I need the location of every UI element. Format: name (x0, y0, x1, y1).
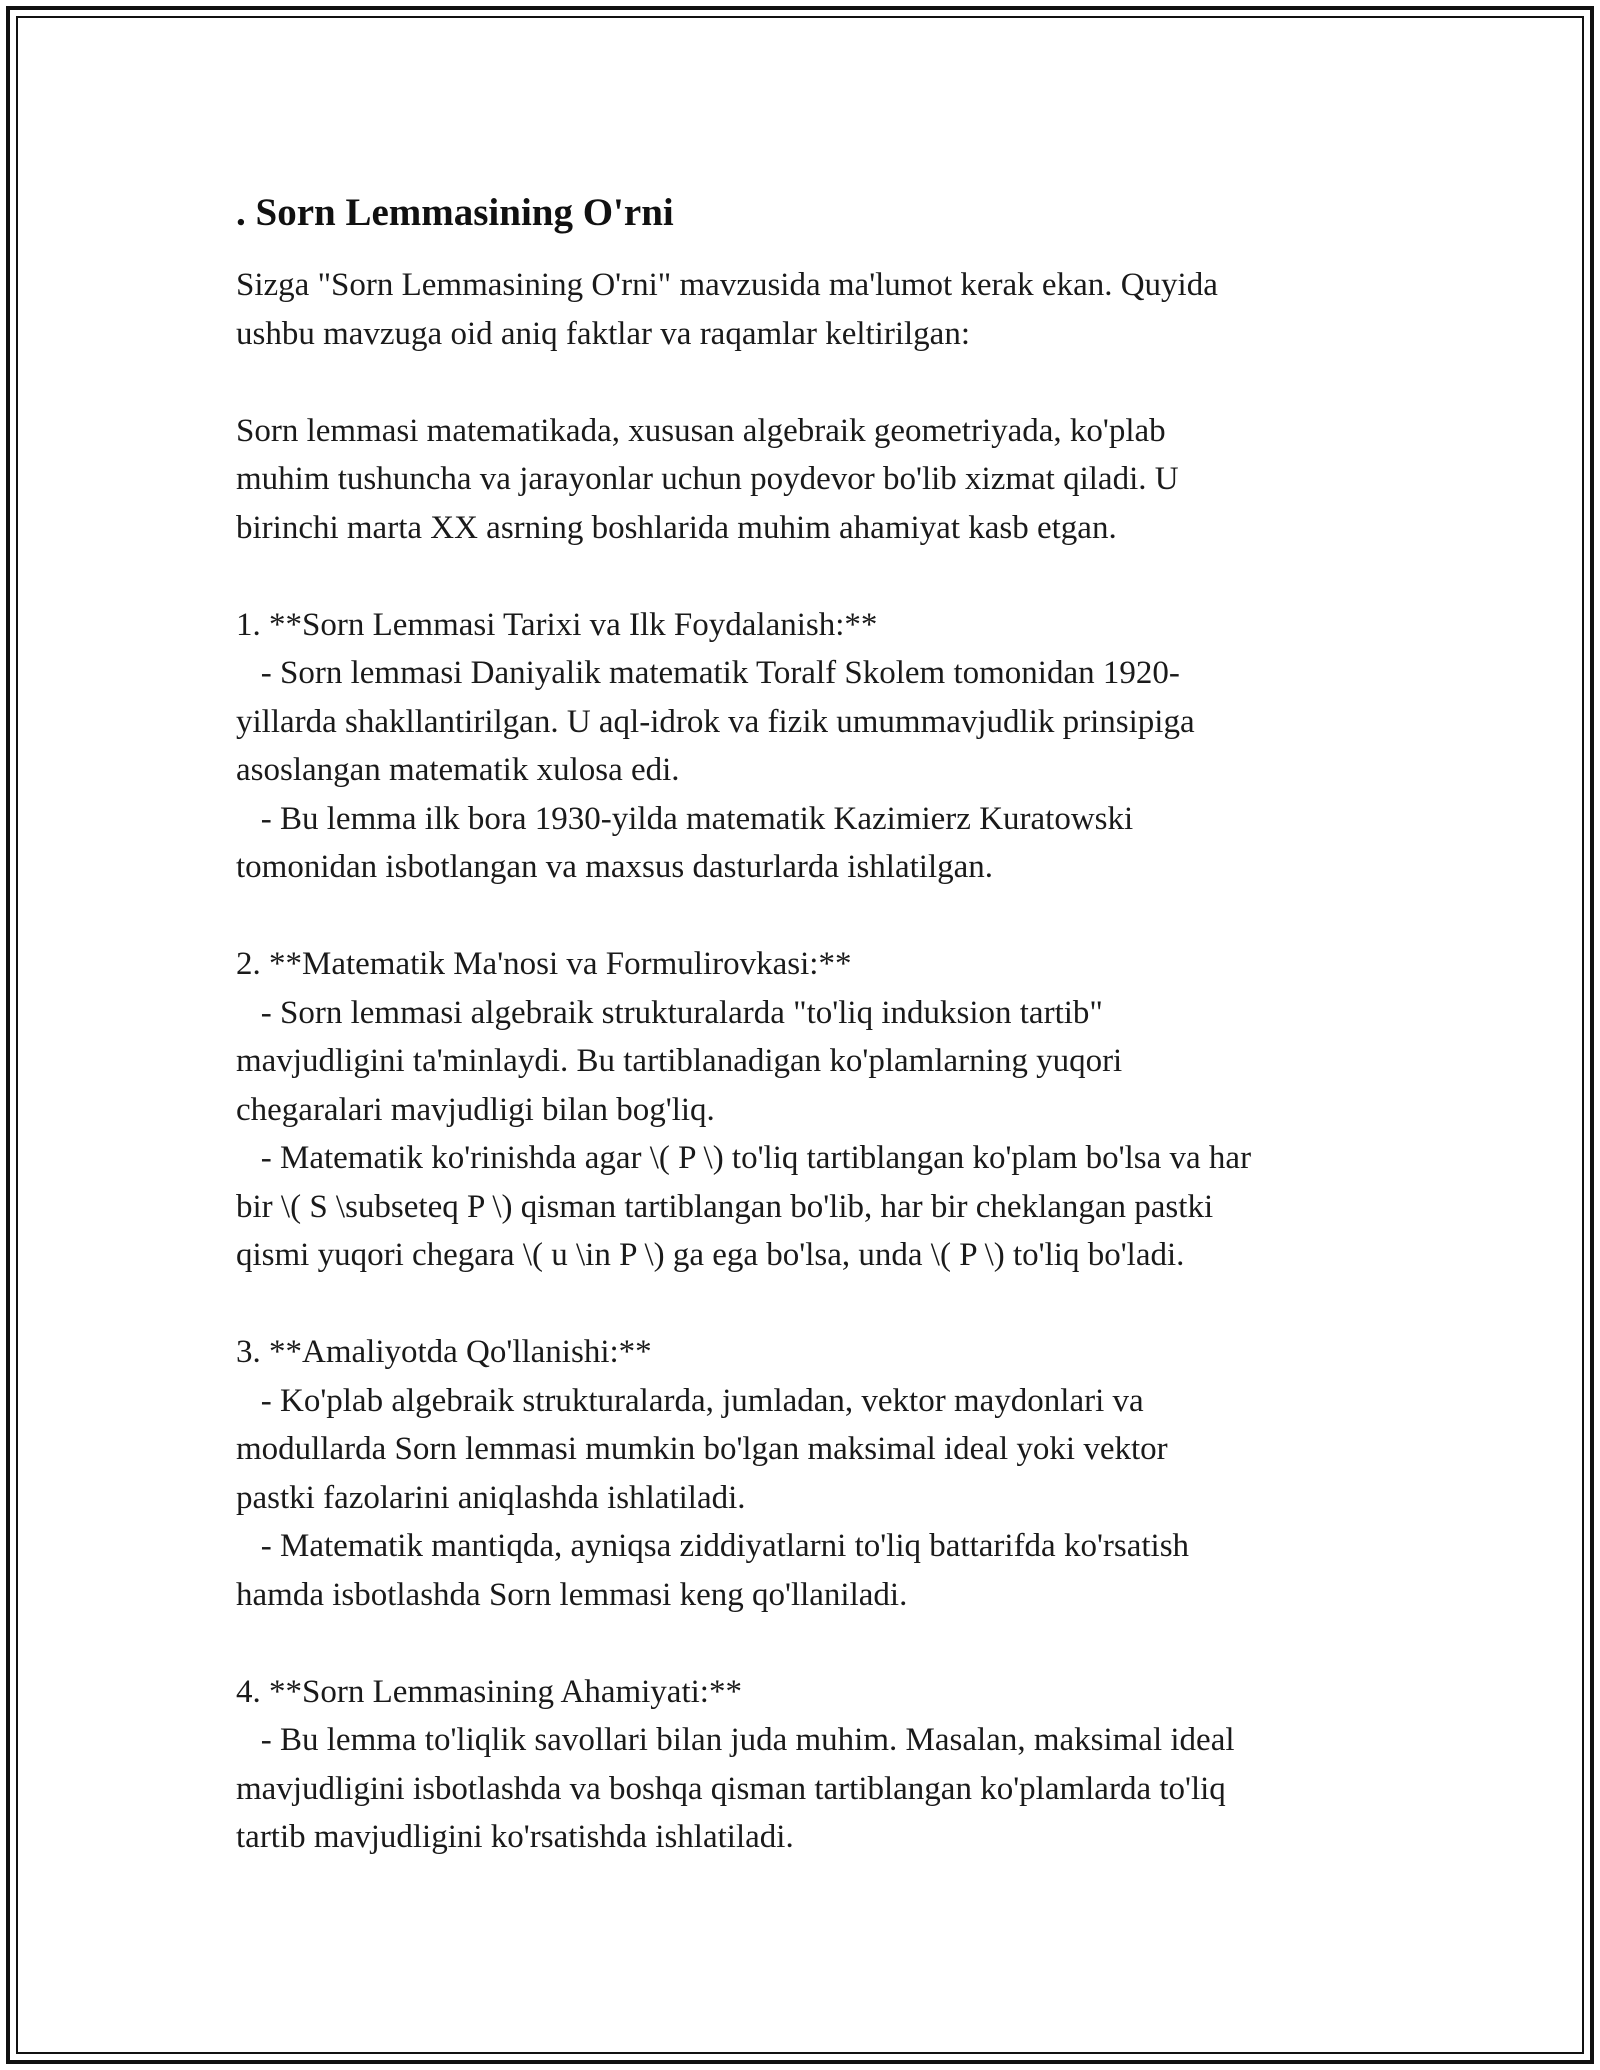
section-applications (236, 1328, 1376, 1619)
section-body: - Sorn lemmasi algebraik strukturalarda "to'liq induksion tartib" mavjudligini ta'minlaydi. Bu tartiblanadigan ko'plamlarning yuqori chegaralari mavjudligi bilan bog'liq. - Matematik ko'rinishda agar \( P \) to'liq tartiblangan ko'plam bo'lsa va har bir \( S \subseteq P \) qisman tartiblangan bo'lib, har bir cheklangan pastki qismi yuqori chegara \( u \in P \) ga ega bo'lsa, unda \( P \) to'liq bo'ladi. (236, 994, 1252, 1273)
paragraph-spacer (236, 892, 1376, 941)
section-importance (236, 1668, 1376, 1862)
section-heading: 2. **Matematik Ma'nosi va Formulirovkasi:** (236, 946, 852, 982)
paragraph-spacer (236, 358, 1376, 407)
overview-paragraph: Sorn lemmasi matematikada, xususan algebraik geometriyada, ko'plab muhim tushuncha va jarayonlar uchun poydevor bo'lib xizmat qiladi. U birinchi marta XX asrning boshlarida muhim ahamiyat kasb etgan. (236, 412, 1179, 546)
section-heading: 1. **Sorn Lemmasi Tarixi va Ilk Foydalanish:** (236, 606, 878, 643)
section-meaning (236, 940, 1376, 1280)
section-heading: 4. **Sorn Lemmasining Ahamiyati:** (236, 1673, 742, 1710)
document-title: . Sorn Lemmasining O'rni (236, 191, 674, 234)
paragraph-spacer (236, 552, 1376, 601)
section-body: - Ko'plab algebraik strukturalarda, jumladan, vektor maydonlari va modullarda Sorn lemmasi mumkin bo'lgan maksimal ideal yoki vektor pastki fazolarini aniqlashda ishlatiladi. - Matematik mantiqda, ayniqsa ziddiyatlarni to'liq battarifda ko'rsatish hamda isbotlashda Sorn lemmasi keng qo'llaniladi. (236, 1382, 1190, 1613)
section-heading: 3. **Amaliyotda Qo'llanishi:** (236, 1334, 652, 1370)
paragraph-spacer (236, 1280, 1376, 1329)
section-body: - Bu lemma to'liqlik savollari bilan juda muhim. Masalan, maksimal ideal mavjudligini isbotlashda va boshqa qisman tartiblangan ko'plamlarda to'liq tartib mavjudligini ko'rsatishda ishlatiladi. (236, 1722, 1235, 1855)
intro-paragraph: Sizga "Sorn Lemmasining O'rni" mavzusida ma'lumot kerak ekan. Quyida ushbu mavzuga oid aniq faktlar va raqamlar keltirilgan: (236, 267, 1218, 352)
section-history (236, 601, 1376, 892)
section-body: - Sorn lemmasi Daniyalik matematik Toralf Skolem tomonidan 1920- yillarda shakllantirilgan. U aql-idrok va fizik umummavjudlik prinsipiga asoslangan matematik xulosa edi. - Bu lemma ilk bora 1930-yilda matematik Kazimierz Kuratowski tomonidan isbotlangan va maxsus dasturlarda ishlatilgan. (236, 655, 1195, 885)
paragraph-spacer (236, 1619, 1376, 1668)
document-body (236, 185, 1376, 1862)
